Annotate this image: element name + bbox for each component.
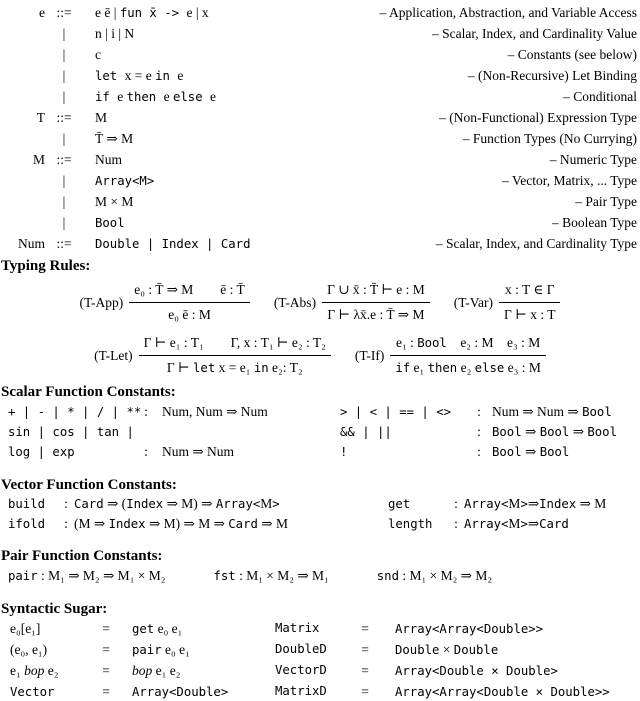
equals-sign: = [361,642,369,657]
rule-premise: e₀ : T̄ ⇒ M ē : T̄ [134,282,245,297]
constant-type: Array<M>⇒Index ⇒ M [464,496,607,511]
production: Double | Index | Card [95,237,251,251]
nonterminal: Num [18,236,45,251]
equals-sign: = [102,642,110,657]
typing-rule-t-let [94,333,331,378]
grammar-row [0,212,640,233]
rule-premise: Γ ∪ x̄ : T̄ ⊢ e : M [327,282,425,297]
production: n | i | N [95,26,135,41]
sugar-rhs: Array<Double> [132,685,229,699]
equals-sign: = [102,621,110,636]
grammar-row [0,233,640,254]
type-alias-name: MatrixD [275,684,327,698]
function-name: get [388,497,411,511]
equals-sign: = [361,663,369,678]
production: T̄ ⇒ M [95,131,134,146]
grammar-operator: ::= [56,152,72,167]
sugar-lhs: (e₀, e₁) [10,642,48,657]
nonterminal [0,212,45,233]
grammar-table [0,2,640,254]
typing-rule-t-abs [274,280,430,325]
nonterminal [0,86,45,107]
constant-row [388,494,640,514]
equals-sign: = [361,684,369,699]
constant-type: Num ⇒ Num ⇒ Bool [492,404,612,419]
operator-list: > | < | == | <> [340,405,452,419]
sugar-rhs: pair e₀ e₁ [132,642,190,657]
vector-right-column [388,494,640,534]
constant-item [213,565,328,587]
grammar-operator: | [62,47,66,62]
production: let x = e in e [95,68,184,83]
typing-rules-row-1 [0,280,640,325]
nonterminal [0,23,45,44]
colon: : [398,568,410,583]
constant-row [8,494,388,514]
typing-rule-t-if [355,333,546,378]
type-alias-value: Double × Double [395,642,499,657]
constant-type: (M ⇒ Index ⇒ M) ⇒ M ⇒ Card ⇒ M [74,516,288,531]
constant-type: Card ⇒ (Index ⇒ M) ⇒ Array<M> [74,496,280,511]
rule-premise: x : T ∈ Γ [504,282,555,297]
colon: : [454,516,458,531]
colon: : [144,404,148,419]
grammar-row [0,107,640,128]
production: Num [95,152,122,167]
nonterminal [0,65,45,86]
constant-row [340,402,640,422]
production: M × M [95,194,134,209]
constant-type: Array<M>⇒Card [464,516,569,531]
type-alias-name: VectorD [275,663,327,677]
grammar-row [0,2,640,23]
syntactic-sugar-heading: Syntactic Sugar: [1,601,108,617]
inference-fraction [322,280,430,325]
rule-conclusion: e₀ ē : M [129,302,250,325]
inference-fraction [499,280,560,325]
production-comment: – Application, Abstraction, and Variable Access [379,5,637,20]
rule-premise: e₁ : Bool e₂ : M e₃ : M [395,335,541,350]
constant-row [388,514,640,534]
rule-conclusion: if e₁ then e₂ else e₃ : M [390,355,546,378]
constant-type: Bool ⇒ Bool [492,444,570,459]
sugar-lhs: e₀[e₁] [10,621,41,636]
inference-fraction [139,333,331,378]
equals-sign: = [102,663,110,678]
nonterminal: T [36,110,45,125]
function-name: ifold [8,517,46,531]
rule-label: (T-App) [79,294,124,310]
production: e ē | fun x̄ -> e | x [95,5,209,20]
rule-label: (T-If) [354,347,385,363]
equals-sign: = [361,621,369,636]
production-comment: – Constants (see below) [507,47,637,62]
typing-rule-t-var [454,280,561,325]
nonterminal: M [32,152,45,167]
sugar-lhs: e₁ bop e₂ [10,663,59,678]
sugar-rhs: get e₀ e₁ [132,621,183,636]
constant-row [8,422,340,442]
production: Bool [95,216,125,230]
typing-rule-t-app [80,280,250,325]
function-name: fst [213,569,236,583]
sugar-row [0,618,640,639]
production-comment: – Scalar, Index, and Cardinality Type [435,236,637,251]
production-comment: – Scalar, Index, and Cardinality Value [431,26,637,41]
rule-label: (T-Abs) [273,294,317,310]
grammar-operator: | [62,89,66,104]
equals-sign: = [102,684,110,699]
colon: : [477,424,481,439]
operator-list: log | exp [8,445,75,459]
nonterminal [0,170,45,191]
rule-label: (T-Let) [94,347,133,363]
constant-item [377,565,492,587]
constant-row [8,514,388,534]
colon: : [144,444,148,459]
sugar-lhs: Vector [10,685,55,699]
production: c [95,47,101,62]
function-name: pair [8,569,38,583]
production-comment: – (Non-Functional) Expression Type [439,110,637,125]
type-alias-value: Array<Array<Double>> [395,622,544,636]
rule-conclusion: Γ ⊢ x : T [499,302,560,325]
colon: : [477,444,481,459]
grammar-operator: ::= [56,236,72,251]
scalar-right-column [340,402,640,462]
inference-fraction [390,333,546,378]
constant-item [8,565,165,587]
colon: : [454,496,458,511]
typing-rules-heading: Typing Rules: [1,258,91,274]
constant-row [340,442,640,462]
constant-type: Num, Num ⇒ Num [162,404,268,419]
nonterminal: e [39,5,45,20]
constant-type [162,422,340,442]
type-alias-value: Array<Double × Double> [395,664,558,678]
scalar-constants-heading: Scalar Function Constants: [1,384,176,400]
production: if e then e else e [95,89,217,104]
constant-row [8,442,340,462]
grammar-row [0,191,640,212]
function-name: length [388,517,433,531]
nonterminal [0,128,45,149]
pair-constants-row [0,565,640,587]
colon: : [37,568,49,583]
rule-label: (T-Var) [453,294,494,310]
constant-row [8,402,340,422]
grammar-row [0,149,640,170]
nonterminal [0,191,45,212]
type-alias-name: DoubleD [275,642,327,656]
production-comment: – Pair Type [575,194,637,209]
vector-constants-heading: Vector Function Constants: [1,477,177,493]
rule-conclusion: Γ ⊢ let x = e₁ in e₂: T₂ [139,355,331,378]
constant-row [340,422,640,442]
rule-conclusion: Γ ⊢ λx̄.e : T̄ ⇒ M [322,302,430,325]
grammar-row [0,128,640,149]
production-comment: – (Non-Recursive) Let Binding [467,68,637,83]
production: M [95,110,108,125]
colon: : [64,496,68,511]
constant-type: M₁ × M₂ ⇒ M₁ [246,568,329,583]
vector-constants-table [0,494,640,534]
sugar-row [0,639,640,660]
constant-type: M₁ × M₂ ⇒ M₂ [409,568,493,583]
colon: : [235,568,247,583]
rule-premise: Γ ⊢ e₁ : T₁ Γ, x : T₁ ⊢ e₂ : T₂ [143,335,326,350]
scalar-left-column [8,402,340,462]
grammar-operator: | [62,215,66,230]
constant-type: Num ⇒ Num [162,444,235,459]
colon: : [64,516,68,531]
constant-type: M₁ ⇒ M₂ ⇒ M₁ × M₂ [48,568,166,583]
inference-fraction [129,280,250,325]
sugar-row [0,660,640,681]
grammar-operator: ::= [56,110,72,125]
operator-list: sin | cos | tan | [8,425,134,439]
colon: : [477,404,481,419]
grammar-operator: | [62,68,66,83]
grammar-row [0,23,640,44]
operator-list: && | || [340,425,392,439]
function-name: build [8,497,46,511]
vector-left-column [8,494,388,534]
type-alias-name: Matrix [275,621,320,635]
grammar-operator: | [62,26,66,41]
production-comment: – Boolean Type [551,215,637,230]
grammar-row [0,86,640,107]
grammar-row [0,170,640,191]
grammar-row [0,44,640,65]
production-comment: – Function Types (No Currying) [462,131,637,146]
operator-list: ! [340,445,348,459]
typing-rules-row-2 [0,333,640,378]
production-comment: – Conditional [563,89,637,104]
sugar-row [0,681,640,701]
function-name: snd [376,569,399,583]
scalar-constants-table [0,402,640,462]
operator-list: + | - | * | / | ** [8,405,142,419]
production-comment: – Vector, Matrix, ... Type [502,173,637,188]
sugar-rhs: bop e₁ e₂ [132,663,181,678]
grammar-operator: | [62,194,66,209]
nonterminal [0,44,45,65]
grammar-operator: | [62,131,66,146]
grammar-operator: ::= [56,5,72,20]
production: Array<M> [95,174,155,188]
pair-constants-heading: Pair Function Constants: [1,548,163,564]
production-comment: – Numeric Type [549,152,637,167]
type-alias-value: Array<Array<Double × Double>> [395,685,610,699]
constant-type: Bool ⇒ Bool ⇒ Bool [492,424,617,439]
grammar-operator: | [62,173,66,188]
grammar-row [0,65,640,86]
colon [130,422,162,442]
syntactic-sugar-table [0,618,640,701]
